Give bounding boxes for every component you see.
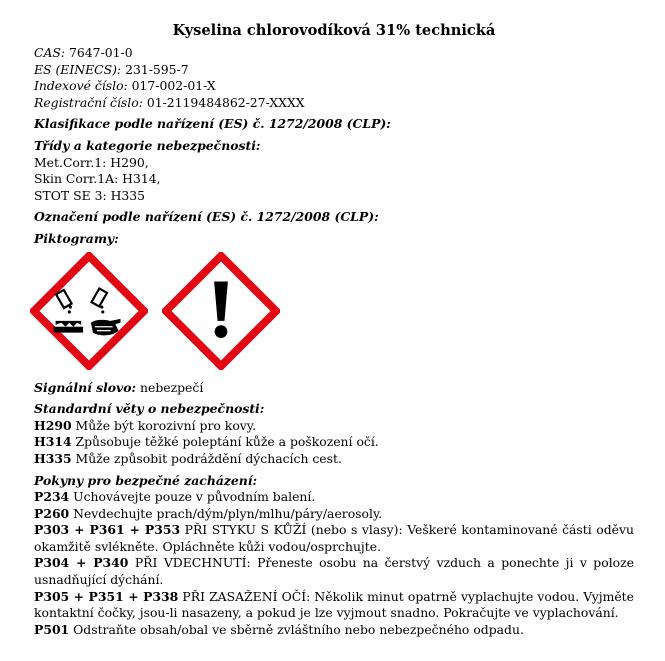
- classes-heading: Třídy a kategorie nebezpečnosti:: [34, 137, 261, 153]
- hazard-statement: [34, 418, 665, 435]
- class-item: Met.Corr.1: H290,: [34, 154, 149, 170]
- hazard-code: H335: [34, 450, 72, 466]
- corrosion-pictogram-icon: [30, 252, 148, 370]
- precaution-text: PŘI VDECHNUTÍ: Přeneste osobu na čerstvý vzduch a ponechte ji v poloze usnadňující dýchání.: [34, 555, 634, 588]
- identifiers: [34, 45, 665, 111]
- precaution-statement: [34, 589, 634, 622]
- precaution-code: P305 + P351 + P338: [34, 588, 179, 604]
- class-item: STOT SE 3: H335: [34, 187, 146, 203]
- pictograms-row: [34, 252, 665, 372]
- precaution-statement: [34, 622, 665, 639]
- precaution-code: P303 + P361 + P353: [34, 522, 181, 538]
- index-row: [34, 78, 665, 95]
- document-title: Kyselina chlorovodíková 31% technická: [172, 22, 496, 39]
- class-item: Skin Corr.1A: H314,: [34, 171, 161, 187]
- exclamation-pictogram-icon: [162, 252, 280, 370]
- clp-heading: Klasifikace podle nařízení (ES) č. 1272/2008 (CLP):: [34, 116, 391, 132]
- hazard-statement: [34, 451, 665, 468]
- signal-word-value: nebezpečí: [136, 379, 204, 395]
- precaution-heading: Pokyny pro bezpečné zacházení:: [34, 472, 258, 488]
- precaution-text: Uchovávejte pouze v původním balení.: [69, 489, 316, 505]
- cas-label: CAS:: [34, 45, 66, 60]
- cas-value: 7647-01-0: [65, 45, 133, 60]
- hazard-code: H290: [34, 417, 72, 433]
- index-value: 017-002-01-X: [127, 78, 216, 94]
- precaution-text: PŘI ZASAŽENÍ OČÍ: Několik minut opatrně vyplachujte vodou. Vyjměte kontaktní čočky, jsou-li nasazeny, a pokud je lze vyjmout snadno. Pokračujte ve vyplachování.: [34, 588, 634, 621]
- signal-word-label: Signální slovo:: [34, 379, 137, 395]
- precaution-code: P501: [34, 621, 70, 637]
- label-heading: Označení podle nařízení (ES) č. 1272/2008 (CLP):: [34, 209, 379, 225]
- precaution-statement: [34, 506, 665, 523]
- cas-row: [34, 45, 665, 62]
- hazard-text: Může způsobit podráždění dýchacích cest.: [71, 450, 342, 466]
- precaution-code: P260: [34, 505, 70, 521]
- precaution-statement: [34, 489, 665, 506]
- precaution-text: Nevdechujte prach/dým/plyn/mlhu/páry/aerosoly.: [69, 505, 383, 521]
- registration-label: Registrační číslo:: [34, 94, 143, 110]
- einecs-row: [34, 62, 665, 79]
- precaution-statement: [34, 522, 634, 555]
- index-label: Indexové číslo:: [34, 78, 128, 94]
- hazard-code: H314: [34, 434, 72, 450]
- precaution-text: PŘI STYKU S KŮŽÍ (nebo s vlasy): Veškeré kontaminované části oděvu okamžitě svlékněte. Opláchněte kůži vodou/osprchujte.: [34, 522, 634, 554]
- registration-row: [34, 95, 665, 112]
- registration-value: 01-2119484862-27-XXXX: [142, 94, 305, 110]
- einecs-label: ES (EINECS):: [34, 61, 122, 77]
- hazard-statement: [34, 434, 665, 451]
- pictograms-heading: Piktogramy:: [34, 230, 119, 246]
- precaution-code: P234: [34, 489, 70, 505]
- signal-word-row: [34, 380, 665, 397]
- precaution-statement: [34, 555, 634, 588]
- hazard-text: Může být korozivní pro kovy.: [71, 417, 257, 433]
- hazard-heading: Standardní věty o nebezpečnosti:: [34, 401, 265, 417]
- precaution-code: P304 + P340: [34, 555, 129, 571]
- precaution-text: Odstraňte obsah/obal ve sběrně zvláštního nebo nebezpečného odpadu.: [69, 621, 524, 637]
- einecs-value: 231-595-7: [121, 61, 189, 77]
- hazard-text: Způsobuje těžké poleptání kůže a poškození očí.: [71, 434, 379, 450]
